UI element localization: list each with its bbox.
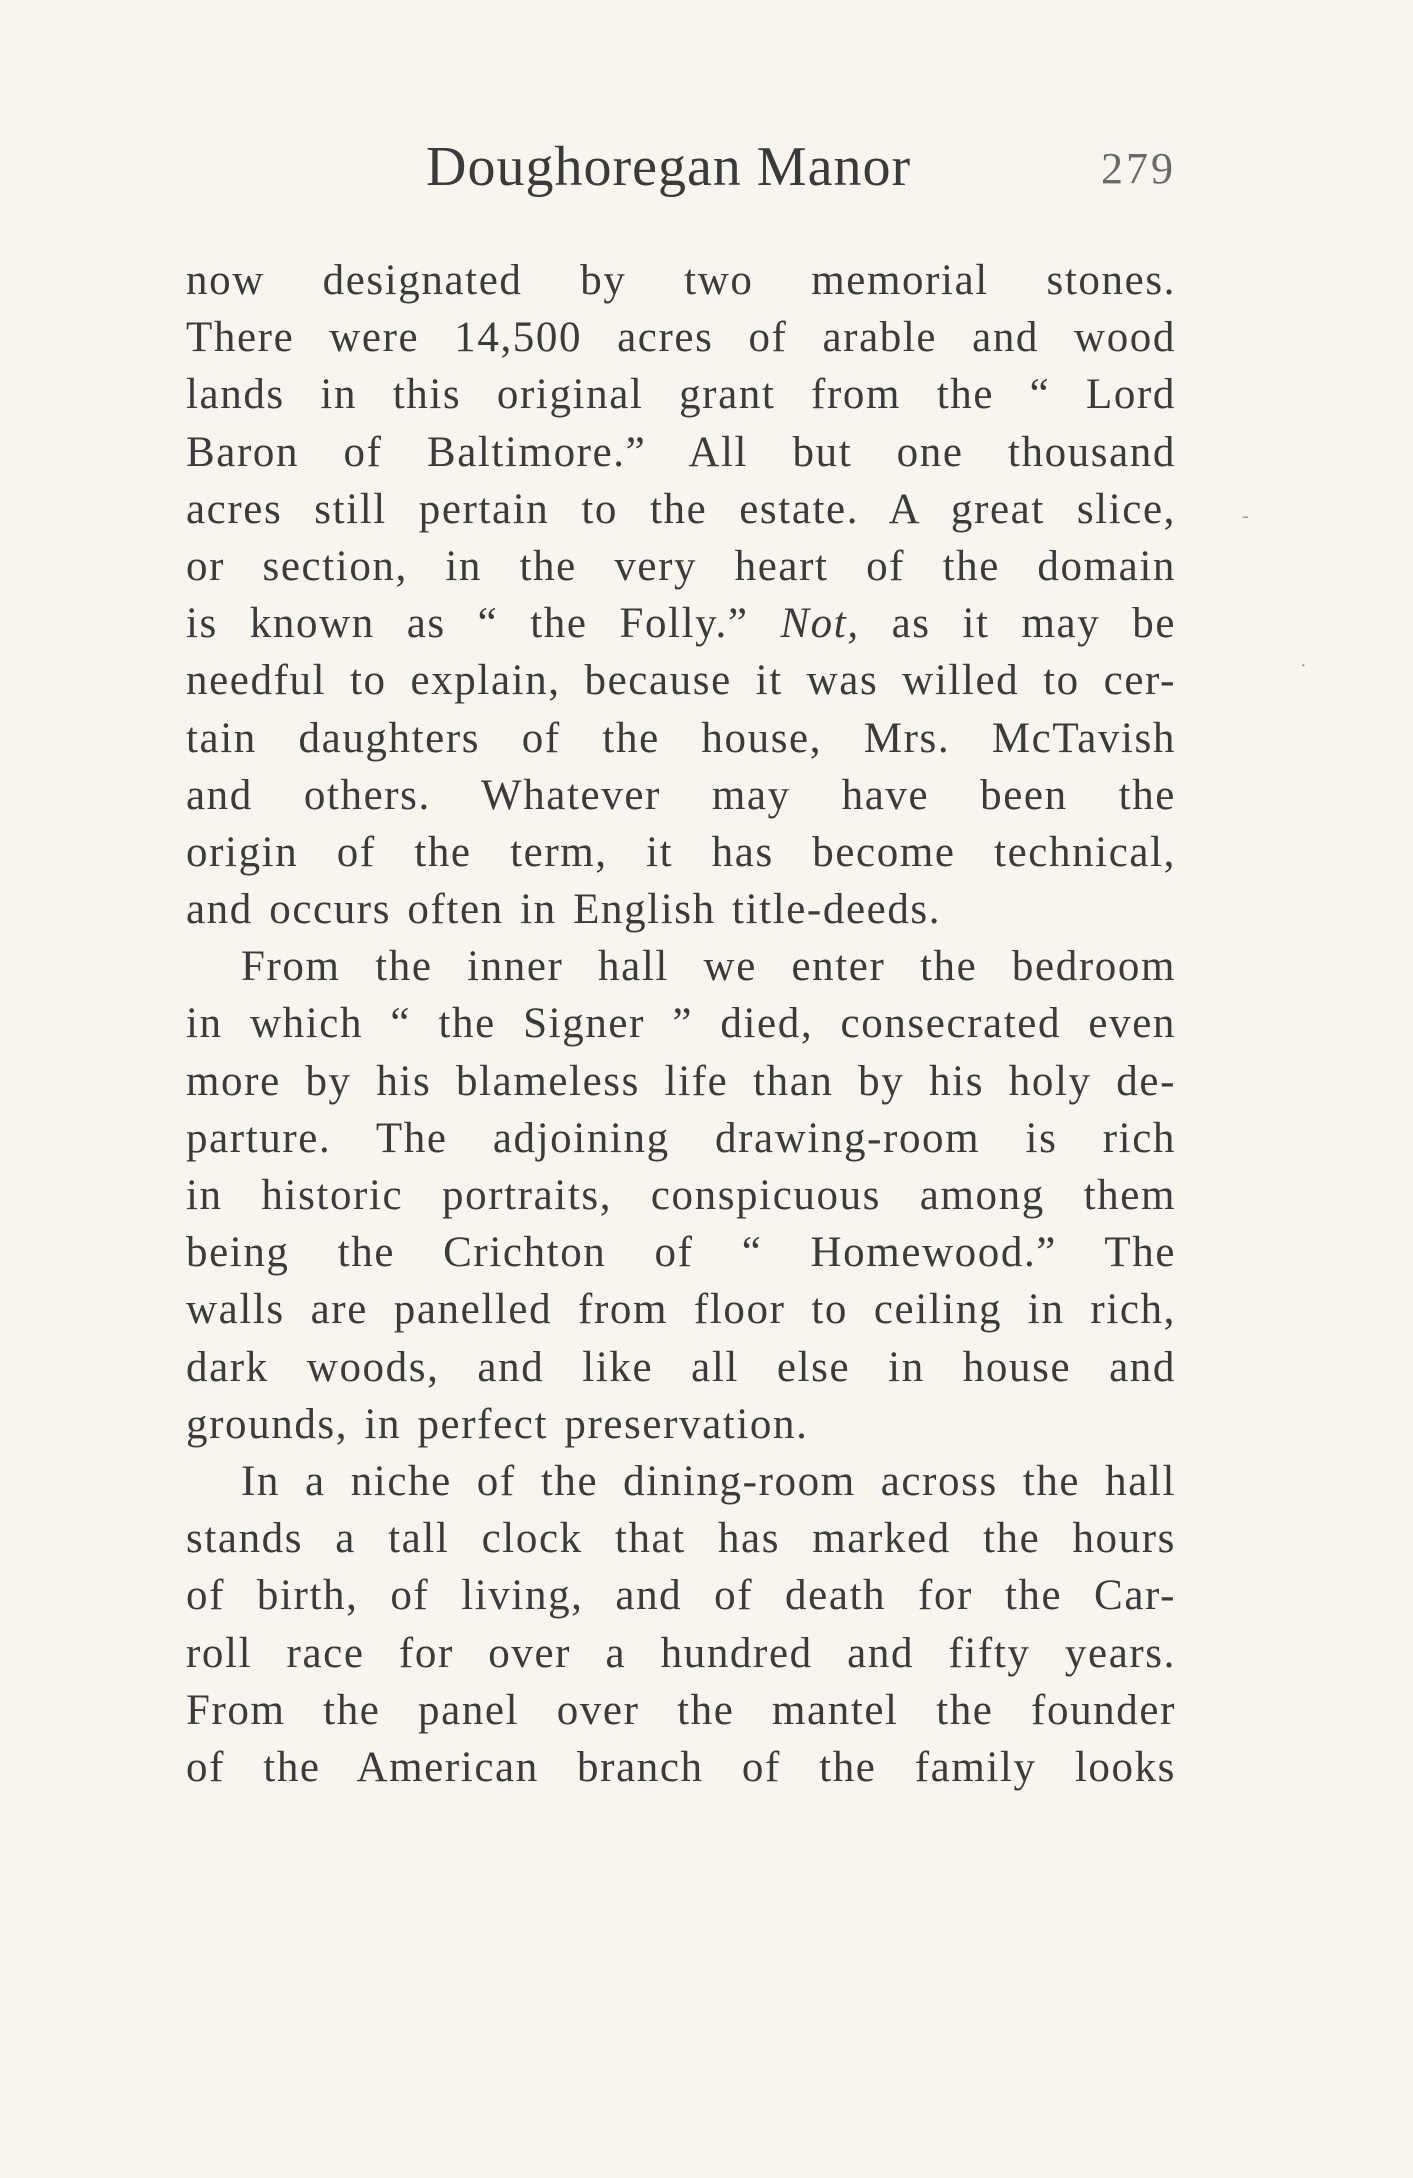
text-line: tain daughters of the house, Mrs. McTavish: [186, 714, 1176, 762]
text-line: parture. The adjoining drawing-room is rich: [186, 1114, 1176, 1162]
text-line: and occurs often in English title-deeds.: [186, 886, 942, 934]
line-text: as it may be: [859, 600, 1176, 648]
text-line: From the inner hall we enter the bedroom: [241, 943, 1176, 991]
text-line: in historic portraits, conspicuous among them: [186, 1172, 1176, 1219]
text-line: There were 14,500 acres of arable and wood: [186, 314, 1176, 362]
text-line: now designated by two memorial stones.: [186, 257, 1176, 304]
text-line: grounds, in perfect preservation.: [186, 1400, 809, 1448]
text-line: and others. Whatever may have been the: [186, 771, 1176, 819]
text-line: or section, in the very heart of the domain: [186, 542, 1176, 590]
text-line: walls are panelled from floor to ceiling in rich,: [186, 1286, 1176, 1334]
text-line: in which “ the Signer ” died, consecrated even: [186, 1000, 1176, 1048]
text-line: of birth, of living, and of death for the Car-: [186, 1572, 1176, 1620]
running-head: [186, 135, 1186, 215]
text-line: being the Crichton of “ Homewood.” The: [186, 1229, 1176, 1277]
text-line: [186, 595, 1176, 652]
text-line: more by his blameless life than by his holy de-: [186, 1057, 1176, 1105]
text-line: stands a tall clock that has marked the hours: [186, 1515, 1176, 1563]
text-line: origin of the term, it has become technical,: [186, 828, 1176, 876]
margin-speck: ·: [1300, 655, 1307, 677]
text-line: Baron of Baltimore.” All but one thousand: [186, 428, 1176, 476]
margin-speck: -: [1242, 505, 1249, 527]
text-line: From the panel over the mantel the founder: [186, 1686, 1176, 1734]
italic-word: Not,: [780, 600, 860, 648]
running-title: Doughoregan Manor: [426, 136, 912, 198]
text-line: In a niche of the dining-room across the hall: [241, 1457, 1176, 1505]
line-text: is known as “ the Folly.”: [186, 600, 781, 648]
text-line: roll race for over a hundred and fifty years.: [186, 1629, 1176, 1677]
text-line: dark woods, and like all else in house and: [186, 1343, 1176, 1391]
text-line: lands in this original grant from the “ Lord: [186, 371, 1176, 419]
page-number: 279: [1101, 144, 1176, 193]
body-text: [186, 252, 1176, 1796]
text-line: needful to explain, because it was willed to cer-: [186, 657, 1176, 705]
text-line: of the American branch of the family looks: [186, 1743, 1176, 1791]
text-line: acres still pertain to the estate. A great slice,: [186, 485, 1176, 533]
